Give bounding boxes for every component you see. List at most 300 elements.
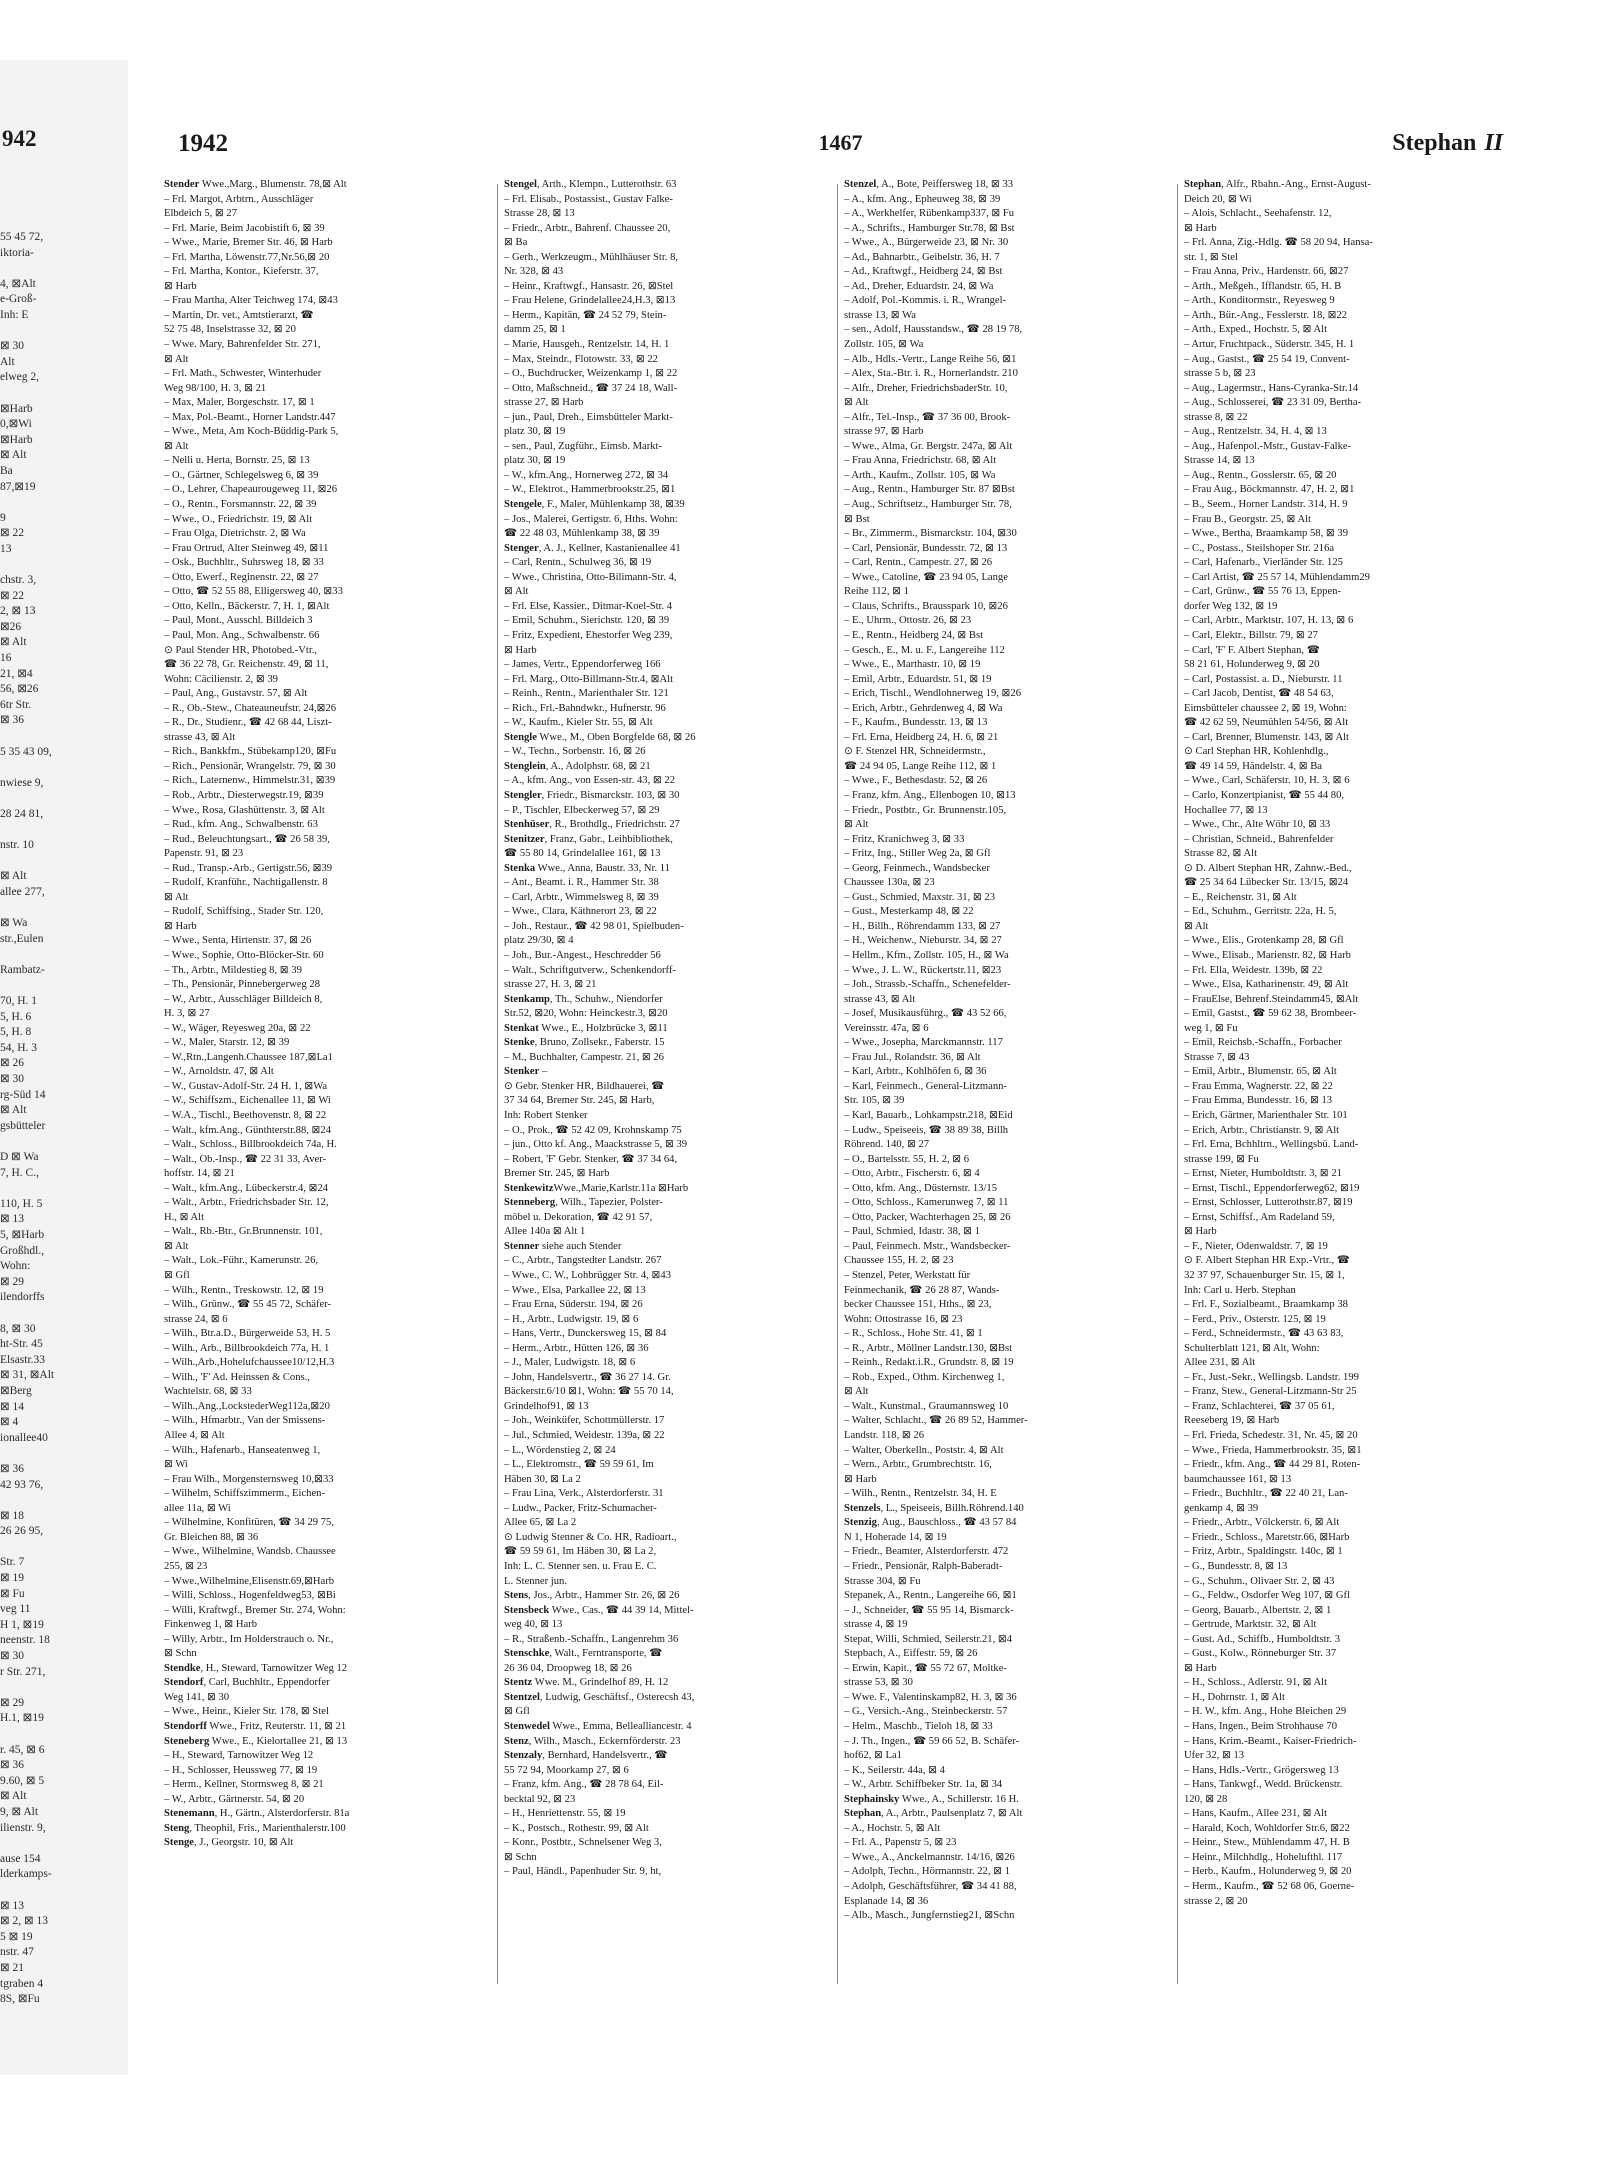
directory-entry-line: – B., Seem., Horner Landstr. 314, H. 9	[1184, 499, 1348, 511]
left-page-line: 4, ⊠Alt	[0, 277, 36, 290]
directory-entry-line: Stenz, Wilh., Masch., Eckernförderstr. 23	[504, 1735, 681, 1747]
directory-entry-line: – Wwe., Wilhelmine, Wandsb. Chaussee	[164, 1546, 336, 1558]
directory-entry-line: – Carl, Arbtr., Wimmelsweg 8, ⊠ 39	[504, 891, 659, 903]
left-page-line	[0, 386, 128, 402]
directory-entry-line: – F., Nieter, Odenwaldstr. 7, ⊠ 19	[1184, 1240, 1328, 1252]
directory-entry-line: – FrauElse, Behrenf.Steindamm45, ⊠Alt	[1184, 993, 1359, 1005]
header-year: 1942	[178, 130, 228, 157]
directory-entry-line: – Willi, Kraftwgf., Bremer Str. 274, Wohn:	[164, 1604, 346, 1616]
directory-entry-line: Stenkamp, Th., Schuhw., Niendorfer	[504, 993, 663, 1005]
left-page-line	[0, 760, 128, 776]
directory-entry-line: – Frl. Martha, Löwenstr.77,Nr.56,⊠ 20	[164, 251, 330, 263]
directory-entry-line: Stenglein, A., Adolphstr. 68, ⊠ 21	[504, 760, 651, 772]
directory-entry-line: Stenzel, A., Bote, Peiffersweg 18, ⊠ 33	[844, 179, 1014, 190]
directory-entry-line: – Joh., Strassb.-Schaffn., Schenefelder-	[844, 979, 1011, 991]
directory-entry-line: – Heinr., Stew., Mühlendamm 47, H. B	[1184, 1837, 1350, 1849]
left-page-line: ⊠ Fu	[0, 1587, 25, 1600]
directory-entry-line: H. 3, ⊠ 27	[164, 1008, 210, 1020]
left-page-line	[0, 1883, 128, 1899]
directory-entry-line: – Friedr., Arbtr., Völckerstr. 6, ⊠ Alt	[1184, 1517, 1340, 1529]
directory-entry-line: damm 25, ⊠ 1	[504, 324, 566, 336]
directory-entry-line: – Ferd., Schneidermstr., ☎ 43 63 83,	[1184, 1328, 1344, 1340]
directory-entry-line: Chaussee 130a, ⊠ 23	[844, 877, 935, 889]
directory-entry-line: – Rudolf, Kranführ., Nachtigallenstr. 8	[164, 877, 328, 889]
directory-entry-line: Stephan, Alfr., Rbahn.-Ang., Ernst-August-	[1184, 179, 1371, 190]
directory-entry-line: ⊠ Schn	[164, 1648, 197, 1660]
left-page-line: H 1, ⊠19	[0, 1618, 44, 1631]
directory-entry-line: – Adolph, Geschäftsführer, ☎ 34 41 88,	[844, 1880, 1017, 1892]
directory-entry-line: – Wilh.,Arb.,Hohelufchaussee10/12,H.3	[164, 1357, 335, 1369]
directory-entry-line: – Franz, kfm. Ang., Ellenbogen 10, ⊠13	[844, 789, 1016, 801]
directory-entry-line: – Walt., Schriftgutverw., Schenkendorff-	[504, 964, 676, 976]
directory-entry-line: 120, ⊠ 28	[1184, 1793, 1228, 1805]
directory-entry-line: 26 36 04, Droopweg 18, ⊠ 26	[504, 1662, 632, 1674]
left-page-line	[0, 495, 128, 511]
left-page-line: 5 35 43 09,	[0, 745, 52, 758]
directory-entry-line: Str. 105, ⊠ 39	[844, 1095, 905, 1107]
directory-entry-line: – Wilh., Hafenarb., Hanseatenweg 1,	[164, 1444, 321, 1456]
directory-entry-line: Strasse 82, ⊠ Alt	[1184, 848, 1258, 860]
directory-entry-line: – Reinh., Rentn., Marienthaler Str. 121	[504, 688, 669, 700]
directory-entry-line: – Ernst, Schlosser, Lutterothstr.87, ⊠19	[1184, 1197, 1353, 1209]
directory-entry-line: – R., Schloss., Hohe Str. 41, ⊠ 1	[844, 1328, 983, 1340]
directory-entry-line: – Gerh., Werkzeugm., Mühlhäuser Str. 8,	[504, 251, 679, 263]
directory-entry-line: – Walt., Schloss., Billbrookdeich 74a, H.	[164, 1139, 337, 1151]
directory-entry-line: – W.,Rtn.,Langenh.Chaussee 187,⊠La1	[164, 1051, 333, 1063]
left-page-line: gsbütteler	[0, 1119, 46, 1132]
directory-entry-line: strasse 27, H. 3, ⊠ 21	[504, 979, 597, 991]
directory-entry-line: – Gertrude, Marktstr. 32, ⊠ Alt	[1184, 1619, 1317, 1631]
directory-entry-line: Weg 141, ⊠ 30	[164, 1691, 230, 1703]
directory-entry-line: ⊠ Wi	[164, 1459, 188, 1471]
directory-entry-line: Stentzel, Ludwig, Geschäftsf., Osterecsh 43,	[504, 1691, 695, 1703]
directory-entry-line: – Frau Ortrud, Alter Steinweg 49, ⊠11	[164, 542, 329, 554]
directory-entry-line: – Wwe., A., Anckelmannstr. 14/16, ⊠26	[844, 1851, 1015, 1863]
directory-entry-line: – Hans, Hdls.-Vertr., Grögersweg 13	[1184, 1764, 1339, 1776]
left-page-line: 70, H. 1	[0, 995, 38, 1008]
left-page-line	[0, 979, 128, 995]
left-page-line: ⊠ 13	[0, 1213, 25, 1226]
directory-entry-line: – Friedr., kfm. Ang., ☎ 44 29 81, Roten-	[1184, 1459, 1361, 1471]
directory-entry-line: – Rich., Frl.-Bahndwkr., Hufnerstr. 96	[504, 702, 666, 714]
directory-entry-line: – Wwe., Catoline, ☎ 23 94 05, Lange	[844, 571, 1008, 583]
left-page-line: ⊠ 29	[0, 1696, 25, 1709]
directory-entry-line: Bremer Str. 245, ⊠ Harb	[504, 1168, 610, 1180]
directory-entry-line: – Frau Jul., Rolandstr. 36, ⊠ Alt	[844, 1051, 981, 1063]
left-page-line: ⊠ 21	[0, 1961, 25, 1974]
directory-entry-line: – Konr., Postbtr., Schnelsener Weg 3,	[504, 1837, 662, 1849]
left-page-line: H.1, ⊠19	[0, 1712, 44, 1725]
directory-entry-line: – Harald, Koch, Wohldorfer Str.6, ⊠22	[1184, 1822, 1350, 1834]
directory-entry-line: Stephan, A., Arbtr., Paulsenplatz 7, ⊠ Alt	[844, 1808, 1023, 1820]
directory-entry-line: – Alb., Masch., Jungfernstieg21, ⊠Schn	[844, 1910, 1015, 1922]
directory-entry-line: – Friedr., Beamter, Alsterdorferstr. 472	[844, 1546, 1009, 1558]
left-page-line: ⊠ 26	[0, 1057, 25, 1070]
directory-entry-line: Stens, Jos., Arbtr., Hammer Str. 26, ⊠ 26	[504, 1590, 680, 1602]
directory-entry-line: – Frau Emma, Wagnerstr. 22, ⊠ 22	[1184, 1080, 1333, 1092]
directory-entry-line: – Wilh., Rentn., Treskowstr. 12, ⊠ 19	[164, 1284, 324, 1296]
directory-entry-line: Allee 231, ⊠ Alt	[1184, 1357, 1256, 1369]
directory-entry-line: ⊠ Ba	[504, 237, 528, 249]
directory-entry-line: strasse 4, ⊠ 19	[844, 1619, 908, 1631]
directory-entry-line: Reeseberg 19, ⊠ Harb	[1184, 1415, 1280, 1427]
directory-entry-line: – Robert, 'F' Gebr. Stenker, ☎ 37 34 64,	[504, 1153, 678, 1165]
directory-entry-line: Steneberg Wwe., E., Kielortallee 21, ⊠ 13	[164, 1735, 348, 1747]
directory-entry-line: möbel u. Dekoration, ☎ 42 91 57,	[504, 1211, 653, 1223]
directory-entry-line: ☎ 24 94 05, Lange Reihe 112, ⊠ 1	[844, 760, 997, 772]
directory-entry-line: – Gesch., E., M. u. F., Langereihe 112	[844, 644, 1005, 656]
directory-entry-line: – Adolf, Pol.-Kommis. i. R., Wrangel-	[844, 295, 1007, 307]
directory-entry-line: – Wwe., Bertha, Braamkamp 58, ⊠ 39	[1184, 528, 1349, 540]
directory-entry-line: Wachtelstr. 68, ⊠ 33	[164, 1386, 252, 1398]
directory-entry-line: Grindelhof91, ⊠ 13	[504, 1400, 589, 1412]
directory-entry-line: ⊠ Gfl	[164, 1270, 190, 1282]
directory-entry-line: – Aug., Rentn., Hamburger Str. 87 ⊠Bst	[844, 484, 1015, 496]
directory-entry-line: Stender Wwe.,Marg., Blumenstr. 78,⊠ Alt	[164, 179, 347, 190]
directory-entry-line: Stenwedel Wwe., Emma, Bellealliancestr. 4	[504, 1720, 692, 1732]
directory-entry-line: – Wilh.,Ang.,LockstederWeg112a,⊠20	[164, 1400, 330, 1412]
directory-entry-line: – Marie, Hausgeh., Rentzelstr. 14, H. 1	[504, 339, 670, 351]
directory-entry-line: – Frl. Math., Schwester, Winterhuder	[164, 368, 322, 380]
directory-entry-line: – Fritz, Expedient, Ehestorfer Weg 239,	[504, 629, 673, 641]
directory-entry-line: – Paul, Feinmech. Mstr., Wandsbecker-	[844, 1240, 1011, 1252]
left-page-line	[0, 1836, 128, 1852]
directory-entry-line: – Rob., Exped., Othm. Kirchenweg 1,	[844, 1371, 1005, 1383]
directory-entry-line: hof62, ⊠ La1	[844, 1750, 903, 1762]
left-page-line: Inh: E	[0, 308, 29, 321]
directory-entry-line: – Alfr., Dreher, FriedrichsbaderStr. 10,	[844, 382, 1008, 394]
directory-entry-line: ⊠ Harb	[1184, 222, 1217, 234]
directory-entry-line: – L., Elektromstr., ☎ 59 59 61, Im	[504, 1459, 654, 1471]
directory-entry-line: – H., Billh., Röhrendamm 133, ⊠ 27	[844, 920, 1001, 932]
directory-entry-line: – H., Steward, Tarnowitzer Weg 12	[164, 1750, 314, 1762]
directory-entry-line: – Joh., Weinküfer, Schottmüllerstr. 17	[504, 1415, 665, 1427]
directory-entry-line: – Frau Wilh., Morgensternsweg 10,⊠33	[164, 1473, 334, 1485]
directory-entry-line: L. Stenner jun.	[504, 1575, 567, 1587]
directory-entry-line: – Friedr., Postbtr., Gr. Brunnenstr.105,	[844, 804, 1007, 816]
directory-entry-line: ⊠ Alt	[164, 353, 189, 365]
directory-entry-line: – Wwe., Elsa, Parkallee 22, ⊠ 13	[504, 1284, 646, 1296]
directory-entry-line: – Franz, kfm. Ang., ☎ 28 78 64, Eil-	[504, 1779, 664, 1791]
directory-entry-line: – J., Maler, Ludwigstr. 18, ⊠ 6	[504, 1357, 636, 1369]
left-page-line	[0, 1446, 128, 1462]
directory-entry-line: – Aug., Schlosserei, ☎ 23 31 09, Bertha-	[1184, 397, 1362, 409]
directory-entry-line: Stenka Wwe., Anna, Baustr. 33, Nr. 11	[504, 862, 670, 874]
directory-entry-line: ⊙ F. Albert Stephan HR Exp.-Vrtr., ☎	[1184, 1255, 1350, 1267]
left-page-line: str.,Eulen	[0, 932, 44, 945]
directory-entry-line: – Ed., Schuhm., Gerritstr. 22a, H. 5,	[1184, 906, 1337, 918]
directory-entry-line: platz 29/30, ⊠ 4	[504, 935, 574, 947]
directory-entry-line: Feinmechanik, ☎ 26 28 87, Wands-	[844, 1284, 1000, 1296]
directory-entry-line: ⊠ Alt	[164, 891, 189, 903]
left-page-line: ⊠ Alt	[0, 636, 27, 649]
directory-entry-line: – H., Weichenw., Nieburstr. 34, ⊠ 27	[844, 935, 1002, 947]
directory-entry-line: – Josef, Musikausführg., ☎ 43 52 66,	[844, 1008, 1007, 1020]
left-page-line: Rambatz-	[0, 963, 45, 976]
directory-entry-line: ⊠ Alt	[844, 819, 869, 831]
directory-entry-line: – Jul., Schmied, Weidestr. 139a, ⊠ 22	[504, 1430, 665, 1442]
left-page-line	[0, 1493, 128, 1509]
left-page-line: Ba	[0, 464, 13, 477]
directory-entry-line: genkamp 4, ⊠ 39	[1184, 1502, 1259, 1514]
directory-entry-line: ⊠ Alt	[504, 586, 529, 598]
directory-entry-line: – Arth., Konditormstr., Reyesweg 9	[1184, 295, 1335, 307]
directory-entry-line: ⊠ Alt	[844, 397, 869, 409]
left-page-line	[0, 901, 128, 917]
directory-entry-line: Stenzig, Aug., Bauschloss., ☎ 43 57 84	[844, 1517, 1017, 1529]
directory-entry-line: – Ernst, Schiffsf., Am Radeland 59,	[1184, 1211, 1335, 1223]
left-page-line: ⊠ Alt	[0, 870, 27, 883]
left-page-line: ⊠ 36	[0, 1462, 25, 1475]
directory-entry-line: ☎ 25 34 64 Lübecker Str. 13/15, ⊠24	[1184, 877, 1349, 889]
directory-entry-line: strasse 24, ⊠ 6	[164, 1313, 228, 1325]
directory-entry-line: – Wwe., Heinr., Kieler Str. 178, ⊠ Stel	[164, 1706, 329, 1718]
directory-entry-line: – Frau Martha, Alter Teichweg 174, ⊠43	[164, 295, 338, 307]
directory-entry-line: – Ferd., Priv., Osterstr. 125, ⊠ 19	[1184, 1313, 1326, 1325]
directory-entry-line: – Wwe. F., Valentinskamp82, H. 3, ⊠ 36	[844, 1691, 1017, 1703]
directory-entry-line: Strasse 304, ⊠ Fu	[844, 1575, 921, 1587]
directory-entry-line: Stenhüser, R., Brothdlg., Friedrichstr. 27	[504, 819, 680, 831]
directory-entry-line: – Gust., Schmied, Maxstr. 31, ⊠ 23	[844, 891, 996, 903]
directory-entry-line: – Walter, Schlacht., ☎ 26 89 52, Hammer-	[844, 1415, 1028, 1427]
directory-entry-line: 58 21 61, Holunderweg 9, ⊠ 20	[1184, 659, 1320, 671]
directory-entry-line: Steng, Theophil, Fris., Marienthalerstr.100	[164, 1822, 346, 1834]
directory-entry-line: Eimsbütteler chaussee 2, ⊠ 19, Wohn:	[1184, 702, 1347, 714]
directory-entry-line: – Joh., Bur.-Angest., Heschredder 56	[504, 949, 661, 961]
left-page-line: ilienstr. 9,	[0, 1821, 46, 1834]
left-page-line: ht-Str. 45	[0, 1338, 43, 1351]
directory-entry-line: – Aug., Hafenpol.-Mstr., Gustav-Falke-	[1184, 440, 1352, 452]
directory-entry-line: – Wwe., Clara, Käthnerort 23, ⊠ 22	[504, 906, 657, 918]
directory-entry-line: – Emil, Schuhm., Sierichstr. 120, ⊠ 39	[504, 615, 670, 627]
directory-entry-line: Allee 65, ⊠ La 2	[504, 1517, 577, 1529]
directory-entry-line: – Rich., Laternenw., Himmelstr.31, ⊠39	[164, 775, 336, 787]
left-page-line	[0, 1134, 128, 1150]
directory-entry-line: – R., Straßenb.-Schaffn., Langenrehm 36	[504, 1633, 679, 1645]
directory-entry-line: Stengle Wwe., M., Oben Borgfelde 68, ⊠ 26	[504, 731, 696, 743]
directory-entry-line: Stenzels, L., Speiseeis, Billh.Röhrend.140	[844, 1502, 1024, 1514]
left-page-line: ⊠Berg	[0, 1384, 32, 1397]
directory-entry-line: weg 40, ⊠ 13	[504, 1619, 563, 1631]
directory-entry-line: – G., Bundesstr. 8, ⊠ 13	[1184, 1560, 1288, 1572]
left-page-line: ⊠ 36	[0, 1759, 25, 1772]
directory-entry-line: – Paul, Mont., Ausschl. Billdeich 3	[164, 615, 313, 627]
left-page-line: ⊠ 30	[0, 1650, 25, 1663]
directory-entry-line: Stengler, Friedr., Bismarckstr. 103, ⊠ 30	[504, 789, 680, 801]
directory-entry-line: Stenner siehe auch Stender	[504, 1240, 622, 1252]
directory-entry-line: – Paul, Ang., Gustavstr. 57, ⊠ Alt	[164, 688, 308, 700]
directory-entry-line: – Arth., Meßgeh., Ifflandstr. 65, H. B	[1184, 280, 1342, 292]
directory-entry-line: – A., Hochstr. 5, ⊠ Alt	[844, 1822, 941, 1834]
directory-entry-line: – Otto, Ewerf., Reginenstr. 22, ⊠ 27	[164, 571, 319, 583]
directory-entry-line: – Frau Anna, Friedrichstr. 68, ⊠ Alt	[844, 455, 997, 467]
left-page-line: e-Groß-	[0, 293, 37, 306]
directory-entry-line: – Carl, 'F' F. Albert Stephan, ☎	[1184, 644, 1320, 656]
directory-entry-line: Stendorff Wwe., Fritz, Reuterstr. 11, ⊠ 21	[164, 1720, 347, 1732]
directory-entry-line: – Carl, Brenner, Blumenstr. 143, ⊠ Alt	[1184, 731, 1349, 743]
directory-entry-line: – O., Bartelsstr. 55, H. 2, ⊠ 6	[844, 1153, 970, 1165]
left-page-line: rg-Süd 14	[0, 1088, 46, 1101]
directory-entry-line: Schulterblatt 121, ⊠ Alt, Wohn:	[1184, 1342, 1320, 1354]
left-page-line: 5, ⊠Harb	[0, 1229, 45, 1241]
directory-entry-line: – W., Arbtr., Ausschläger Billdeich 8,	[164, 993, 323, 1005]
directory-entry-line: – F., Kaufm., Bundesstr. 13, ⊠ 13	[844, 717, 988, 729]
directory-entry-line: – A., kfm. Ang., Epheuweg 38, ⊠ 39	[844, 193, 1001, 205]
directory-entry-line: – O., Buchdrucker, Weizenkamp 1, ⊠ 22	[504, 368, 678, 380]
directory-entry-line: Häben 30, ⊠ La 2	[504, 1473, 581, 1485]
left-page-line: ⊠ 2, ⊠ 13	[0, 1915, 49, 1928]
directory-entry-line: – Wilh., Btr.a.D., Bürgerweide 53, H. 5	[164, 1328, 331, 1340]
directory-entry-line: Röhrend. 140, ⊠ 27	[844, 1139, 930, 1151]
directory-entry-line: – Hans, Kaufm., Allee 231, ⊠ Alt	[1184, 1808, 1328, 1820]
directory-entry-line: – Franz, Stew., General-Litzmann-Str 25	[1184, 1386, 1357, 1398]
directory-entry-line: – Wwe., F., Bethesdastr. 52, ⊠ 26	[844, 775, 988, 787]
directory-entry-line: – Max, Pol.-Beamt., Horner Landstr.447	[164, 411, 336, 423]
directory-entry-line: str. 1, ⊠ Stel	[1184, 251, 1238, 263]
directory-entry-line: – Frl. Erna, Bchhltrn., Wellingsbü. Land-	[1184, 1139, 1359, 1151]
directory-entry-line: – Ad., Kraftwgf., Heidberg 24, ⊠ Bst	[844, 266, 1003, 278]
directory-entry-line: – Carl, Rentn., Campestr. 27, ⊠ 26	[844, 557, 993, 569]
directory-entry-line: – Herm., Kellner, Stormsweg 8, ⊠ 21	[164, 1779, 324, 1791]
directory-entry-line: – E., Rentn., Heidberg 24, ⊠ Bst	[844, 629, 984, 641]
directory-entry-line: – Karl, Bauarb., Lohkampstr.218, ⊠Eid	[844, 1110, 1013, 1121]
directory-entry-line: strasse 2, ⊠ 20	[1184, 1895, 1248, 1907]
left-page-line	[0, 823, 128, 839]
directory-entry-line: Stengele, F., Maler, Mühlenkamp 38, ⊠39	[504, 499, 685, 511]
directory-entry-line: – Herm., Kapitän, ☎ 24 52 79, Stein-	[504, 309, 667, 321]
directory-entry-line: ☎ 55 80 14, Grindelallee 161, ⊠ 13	[504, 848, 661, 860]
directory-entry-line: Inh: Carl u. Herb. Stephan	[1184, 1284, 1296, 1296]
left-page-line: chstr. 3,	[0, 574, 37, 587]
left-page-line: ⊠ 30	[0, 1073, 25, 1086]
directory-entry-line: – Wwe.,Wilhelmine,Elisenstr.69,⊠Harb	[164, 1575, 335, 1587]
directory-entry-line: – Aug., Gastst., ☎ 25 54 19, Convent-	[1184, 353, 1350, 365]
directory-entry-line: – W., Schiffszm., Eichenallee 11, ⊠ Wi	[164, 1095, 331, 1107]
directory-entry-line: – Willy, Arbtr., Im Holderstrauch o. Nr.,	[164, 1633, 334, 1645]
directory-entry-line: – Frl. Margot, Arbtrn., Ausschläger	[164, 193, 314, 205]
column-4	[1184, 178, 1509, 1998]
page-number: 1467	[818, 130, 863, 155]
directory-entry-line: – Frau Lina, Verk., Alsterdorferstr. 31	[504, 1488, 664, 1500]
left-page-line: allee 277,	[0, 885, 45, 898]
left-page-line: 87,⊠19	[0, 480, 36, 493]
directory-entry-line: ☎ 49 14 59, Händelstr. 4, ⊠ Ba	[1184, 760, 1323, 772]
directory-entry-line: – Walt., kfm.Ang., Günthterstr.88, ⊠24	[164, 1124, 332, 1136]
directory-entry-line: – Erich, Arbtr., Christianstr. 9, ⊠ Alt	[1184, 1124, 1340, 1136]
directory-entry-line: – Heinr., Milchhdlg., Hohelufthl. 117	[1184, 1851, 1343, 1863]
left-page-line	[0, 947, 128, 963]
left-page-line: nstr. 10	[0, 839, 34, 852]
directory-entry-line: strasse 27, ⊠ Harb	[504, 397, 584, 409]
directory-entry-line: Stendke, H., Steward, Tarnowitzer Weg 12	[164, 1662, 348, 1674]
directory-entry-line: strasse 8, ⊠ 22	[1184, 411, 1248, 423]
directory-entry-line: – Frl. Martha, Kontor., Kieferstr. 37,	[164, 266, 319, 278]
directory-entry-line: – R., Arbtr., Möllner Landstr.130, ⊠Bst	[844, 1342, 1013, 1354]
directory-entry-line: – J. Th., Ingen., ☎ 59 66 52, B. Schäfer-	[844, 1735, 1020, 1747]
directory-entry-line: H., ⊠ Alt	[164, 1211, 205, 1223]
directory-entry-line: Strasse 28, ⊠ 13	[504, 208, 575, 220]
directory-entry-line: – Frl. Erna, Heidberg 24, H. 6, ⊠ 21	[844, 731, 999, 743]
directory-entry-line: dorfer Weg 132, ⊠ 19	[1184, 600, 1278, 612]
directory-entry-line: – Wwe., Sophie, Otto-Blöcker-Str. 60	[164, 949, 324, 961]
left-page-line: ause 154	[0, 1852, 41, 1865]
left-page-line	[0, 324, 128, 340]
directory-entry-line: – Carl, Arbtr., Marktstr. 107, H. 13, ⊠ 6	[1184, 615, 1354, 627]
directory-entry-line: baumchaussee 161, ⊠ 13	[1184, 1473, 1292, 1485]
left-page-line: 42 93 76,	[0, 1478, 44, 1491]
left-page-line: ⊠ 14	[0, 1400, 25, 1413]
directory-entry-line: Chaussee 155, H. 2, ⊠ 23	[844, 1255, 954, 1267]
directory-entry-line: – C., Arbtr., Tangstedter Landstr. 267	[504, 1255, 662, 1267]
directory-entry-line: – Otto, Packer, Wachterhagen 25, ⊠ 26	[844, 1211, 1011, 1223]
directory-entry-line: Allee 140a ⊠ Alt 1	[504, 1226, 586, 1238]
directory-entry-line: – Otto, Arbtr., Fischerstr. 6, ⊠ 4	[844, 1168, 980, 1180]
running-head-name: Stephan	[1392, 130, 1477, 156]
directory-entry-line: – Carl, Elektr., Billstr. 79, ⊠ 27	[1184, 629, 1318, 641]
directory-entry-line: – W., Techn., Sorbenstr. 16, ⊠ 26	[504, 746, 646, 758]
directory-entry-line: – Friedr., Buchhltr., ☎ 22 40 21, Lan-	[1184, 1488, 1348, 1500]
directory-entry-line: – John, Handelsvertr., ☎ 36 27 14. Gr.	[504, 1371, 671, 1383]
directory-entry-line: Stepat, Willi, Schmied, Seilerstr.21, ⊠4	[844, 1633, 1013, 1645]
right-page	[128, 60, 1600, 2075]
directory-entry-line: – Gust. Ad., Schiffb., Humboldtstr. 3	[1184, 1633, 1341, 1645]
left-page-line: ⊠ 36	[0, 714, 25, 727]
directory-entry-line: – Nelli u. Herta, Bornstr. 25, ⊠ 13	[164, 455, 310, 467]
directory-entry-line: ⊙ Gebr. Stenker HR, Bildhauerei, ☎	[504, 1080, 665, 1092]
left-page-line: 2, ⊠ 13	[0, 605, 36, 618]
directory-columns	[164, 178, 1489, 1998]
directory-entry-line: – H., Arbtr., Ludwigstr. 19, ⊠ 6	[504, 1313, 639, 1325]
directory-entry-line: – Wilhelm, Schiffszimmerm., Eichen-	[164, 1488, 325, 1500]
directory-entry-line: – Paul, Mon. Ang., Schwalbenstr. 66	[164, 629, 320, 641]
directory-entry-line: – W., Arnoldstr. 47, ⊠ Alt	[164, 1066, 274, 1078]
directory-entry-line: – Ludw., Speiseeis, ☎ 38 89 38, Billh	[844, 1124, 1009, 1136]
directory-entry-line: – Wwe., O., Friedrichstr. 19, ⊠ Alt	[164, 513, 313, 525]
directory-entry-line: – Wwe., Josepha, Marckmannstr. 117	[844, 1037, 1003, 1049]
left-page-line: 9	[0, 511, 6, 524]
directory-entry-line: – Walt., Kunstmal., Graumannsweg 10	[844, 1400, 1009, 1412]
directory-entry-line: Strasse 7, ⊠ 43	[1184, 1051, 1250, 1063]
left-page-line: Wohn:	[0, 1260, 31, 1273]
left-page-line: ⊠Harb	[0, 402, 33, 415]
directory-entry-line: – Wilh., Arb., Billbrookdeich 77a, H. 1	[164, 1342, 330, 1354]
directory-entry-line: – W.A., Tischl., Beethovenstr. 8, ⊠ 22	[164, 1110, 327, 1121]
directory-entry-line: – Wwe., Senta, Hirtenstr. 37, ⊠ 26	[164, 935, 312, 947]
directory-entry-line: – Rud., Transp.-Arb., Gertigstr.56, ⊠39	[164, 862, 333, 874]
left-page-line	[0, 1540, 128, 1556]
directory-entry-line: ⊙ F. Stenzel HR, Schneidermstr.,	[844, 746, 986, 758]
directory-entry-line: – Th., Pensionär, Pinnebergerweg 28	[164, 979, 321, 991]
directory-entry-line: – W., kfm.Ang., Hornerweg 272, ⊠ 34	[504, 469, 669, 481]
directory-entry-line: Esplanade 14, ⊠ 36	[844, 1895, 929, 1907]
directory-entry-line: – Max, Maler, Borgeschstr. 17, ⊠ 1	[164, 397, 315, 409]
directory-entry-line: Stenger, A. J., Kellner, Kastanienallee 41	[504, 542, 681, 554]
directory-entry-line: – Aug., Lagermstr., Hans-Cyranka-Str.14	[1184, 382, 1359, 394]
directory-entry-line: strasse 53, ⊠ 30	[844, 1677, 913, 1689]
directory-entry-line: – Georg, Feinmech., Wandsbecker	[844, 862, 990, 874]
directory-entry-line: – Frau Emma, Bundesstr. 16, ⊠ 13	[1184, 1095, 1333, 1107]
directory-entry-line: – Emil, Gastst., ☎ 59 62 38, Brombeer-	[1184, 1008, 1357, 1020]
left-page-line: Alt	[0, 355, 15, 368]
left-page-line: 21, ⊠4	[0, 667, 33, 680]
directory-entry-line: – Emil, Arbtr., Blumenstr. 65, ⊠ Alt	[1184, 1066, 1337, 1078]
directory-entry-line: ☎ 42 62 59, Neumühlen 54/56, ⊠ Alt	[1184, 717, 1349, 729]
left-page-line: 8, ⊠ 30	[0, 1322, 36, 1335]
directory-entry-line: Stenneberg, Wilh., Tapezier, Polster-	[504, 1197, 663, 1209]
directory-entry-line: Stepanek, A., Rentn., Langereihe 66, ⊠1	[844, 1590, 1017, 1602]
directory-entry-line: – Walt., Rb.-Btr., Gr.Brunnenstr. 101,	[164, 1226, 323, 1238]
directory-entry-line: – Emil, Reichsb.-Schaffn., Forbacher	[1184, 1037, 1342, 1049]
